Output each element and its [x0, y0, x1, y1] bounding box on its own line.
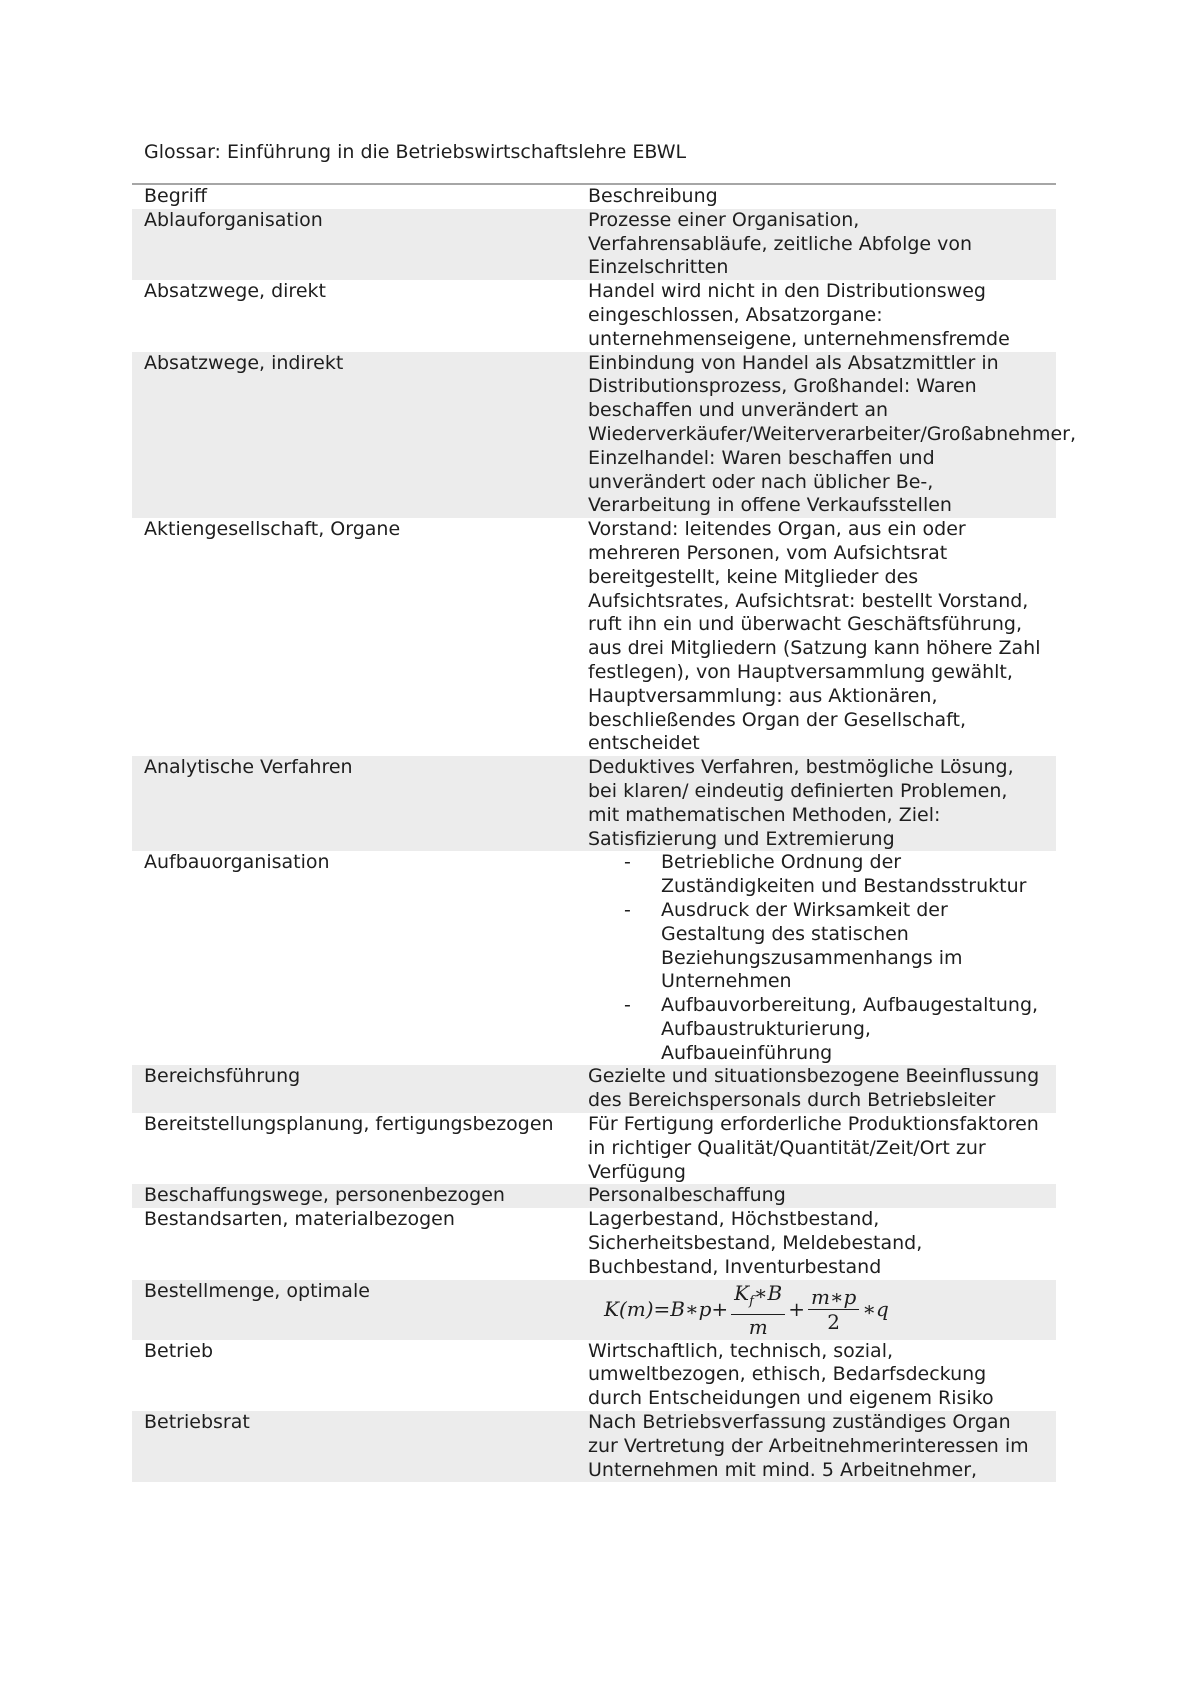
- bullet-item: - Betriebliche Ordnung der Zuständigkeiten und Bestandsstruktur: [588, 851, 1044, 899]
- term-cell: Betriebsrat: [144, 1411, 250, 1434]
- formula-tail: ∗q: [862, 1296, 889, 1321]
- description-cell: Nach Betriebsverfassung zuständiges Organ zur Vertretung der Arbeitnehmerinteressen im Unternehmen mit mind. 5 Arbeitnehmer,: [588, 1411, 1029, 1481]
- description-cell: Für Fertigung erforderliche Produktionsfaktoren in richtiger Qualität/Quantität/Zeit/Ort zur Verfügung: [588, 1113, 1039, 1183]
- order-quantity-formula: [588, 1280, 1044, 1340]
- term-cell: Absatzwege, indirekt: [144, 351, 344, 374]
- table-row: [132, 1113, 1056, 1184]
- term-cell: Bereitstellungsplanung, fertigungsbezogen: [144, 1113, 554, 1136]
- fraction-numerator: m∗p: [808, 1285, 859, 1310]
- glossary-table: [132, 183, 1076, 1482]
- description-bullet-list: [588, 851, 1044, 1065]
- table-row: [132, 209, 1056, 280]
- term-cell: Aktiengesellschaft, Organe: [144, 518, 401, 541]
- header-description: Beschreibung: [588, 185, 718, 207]
- term-cell: Aufbauorganisation: [144, 851, 330, 874]
- description-cell: [576, 851, 1056, 1065]
- description-cell: Handel wird nicht in den Distributionsweg eingeschlossen, Absatzorgane: unternehmenseigene, unternehmensfremde: [588, 280, 1010, 350]
- table-row: [132, 1280, 1056, 1340]
- table-row: [132, 1411, 1056, 1482]
- description-cell: Vorstand: leitendes Organ, aus ein oder mehreren Personen, vom Aufsichtsrat bereitgestellt, keine Mitglieder des Aufsichtsrates, Aufsichtsrat: bestellt Vorstand, ruft ihn ein und überwacht Geschäftsführung, aus drei Mitgliedern (Satzung kann höhere Zahl festlegen), von Hauptversammlung gewählt, Hauptversammlung: aus Aktionären, beschließendes Organ der Gesellschaft, entscheidet: [588, 518, 1041, 755]
- header-term: Begriff: [144, 185, 207, 207]
- table-row: [132, 280, 1056, 351]
- document-title: Glossar: Einführung in die Betriebswirtschaftslehre EBWL: [144, 141, 687, 163]
- table-row: [132, 1184, 1056, 1208]
- formula-lhs: K(m): [604, 1296, 654, 1321]
- term-cell: Bereichsführung: [144, 1065, 301, 1088]
- description-cell: Einbindung von Handel als Absatzmittler in Distributionsprozess, Großhandel: Waren beschaffen und unverändert an Wiederverkäufer/Weiterverarbeiter/Großabnehmer, Einzelhandel: Waren beschaffen und unverändert oder nach üblicher Be-, Verarbeitung in offene Verkaufsstellen: [588, 351, 1076, 517]
- term-cell: Ablauforganisation: [144, 208, 323, 231]
- table-row: [132, 851, 1056, 1065]
- description-cell: Gezielte und situationsbezogene Beeinflussung des Bereichspersonals durch Betriebsleiter: [588, 1065, 1040, 1112]
- term-cell: Beschaffungswege, personenbezogen: [144, 1184, 505, 1207]
- table-row: [132, 518, 1056, 756]
- formula-fraction: [808, 1285, 859, 1334]
- description-cell: Lagerbestand, Höchstbestand, Sicherheitsbestand, Meldebestand, Buchbestand, Inventurbestand: [588, 1208, 923, 1278]
- table-row: [132, 352, 1056, 519]
- term-cell: Betrieb: [144, 1339, 214, 1362]
- fraction-numerator: $K_f∗B$: [731, 1281, 785, 1315]
- fraction-denominator: m: [748, 1314, 768, 1339]
- formula-fraction: [731, 1281, 785, 1339]
- table-row: [132, 756, 1056, 851]
- description-cell: Prozesse einer Organisation, Verfahrensabläufe, zeitliche Abfolge von Einzelschritten: [588, 208, 973, 279]
- formula-term: B∗p: [670, 1296, 712, 1321]
- bullet-item: - Ausdruck der Wirksamkeit der Gestaltung des statischen Beziehungszusammenhangs im Unternehmen: [588, 899, 1044, 994]
- term-cell: Bestandsarten, materialbezogen: [144, 1208, 455, 1231]
- formula-equals: =: [653, 1296, 671, 1321]
- term-cell: Analytische Verfahren: [144, 756, 353, 779]
- description-cell: Wirtschaftlich, technisch, sozial, umweltbezogen, ethisch, Bedarfsdeckung durch Entscheidungen und eigenem Risiko: [588, 1339, 994, 1410]
- table-row: [132, 1065, 1056, 1113]
- fraction-denominator: 2: [827, 1310, 841, 1335]
- bullet-item: - Aufbauvorbereitung, Aufbaugestaltung, Aufbaustrukturierung, Aufbaueinführung: [588, 994, 1044, 1065]
- description-cell: [576, 1280, 1056, 1340]
- term-cell: Bestellmenge, optimale: [144, 1279, 370, 1302]
- term-cell: Absatzwege, direkt: [144, 280, 326, 303]
- formula-plus: +: [788, 1296, 805, 1321]
- description-cell: Personalbeschaffung: [588, 1184, 786, 1207]
- formula-plus: +: [711, 1296, 729, 1321]
- table-row: [132, 1208, 1056, 1279]
- table-row: [132, 1340, 1056, 1411]
- description-cell: Deduktives Verfahren, bestmögliche Lösung, bei klaren/ eindeutig definierten Problemen, mit mathematischen Methoden, Ziel: Satisfizierung und Extremierung: [588, 756, 1014, 850]
- table-header-row: [132, 184, 1056, 209]
